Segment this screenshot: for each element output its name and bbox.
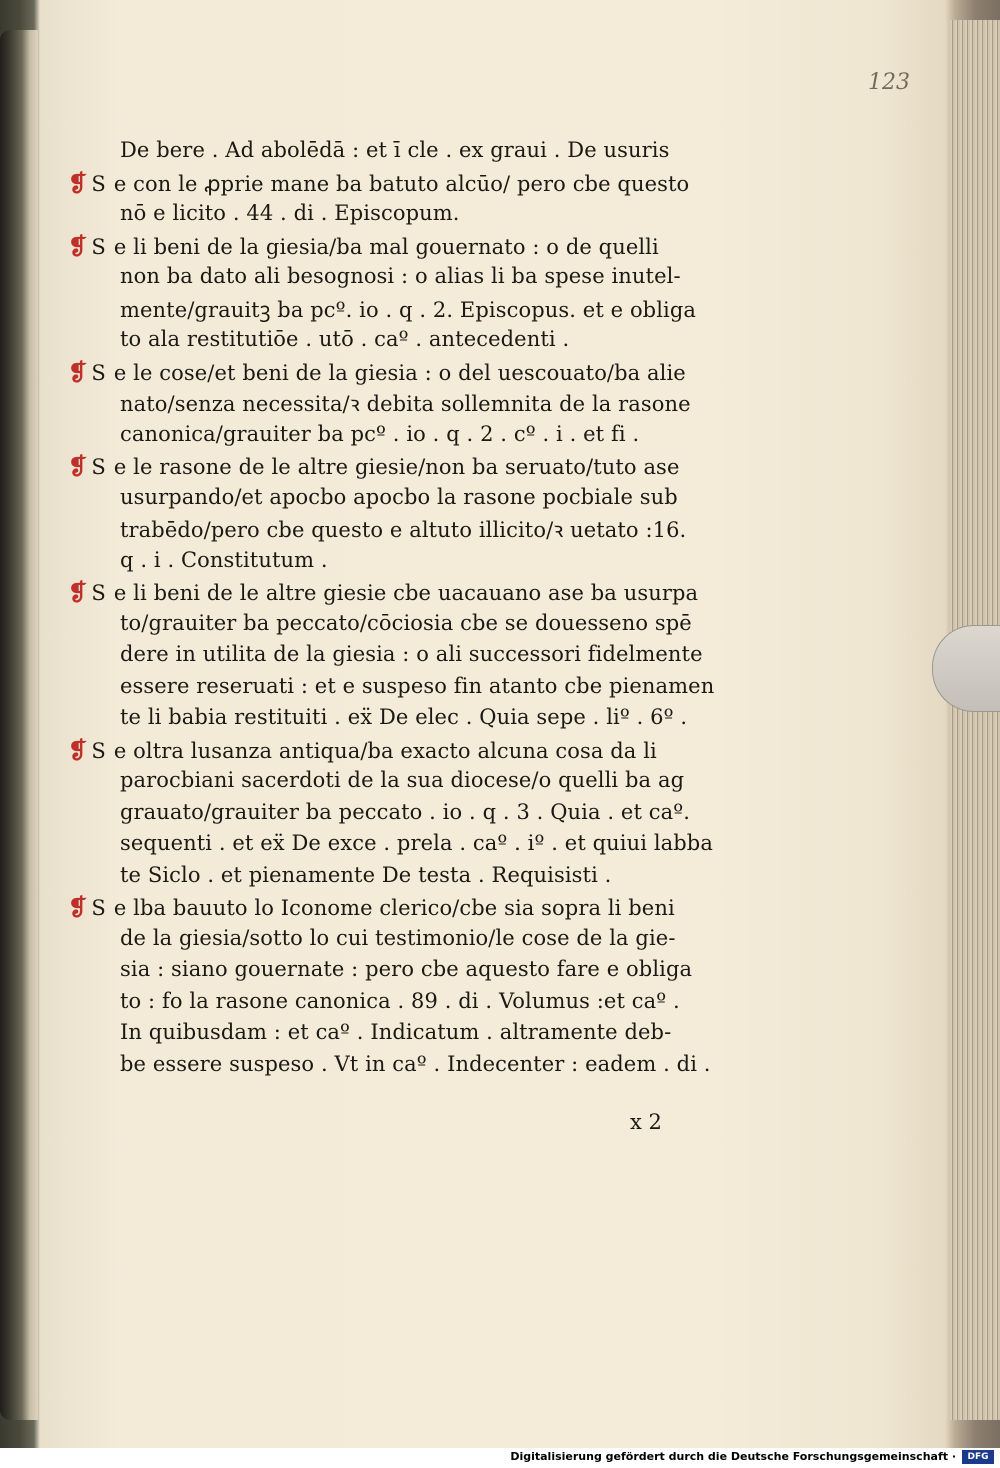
line-text: q . i . Constitutum . — [120, 547, 328, 572]
text-line — [120, 516, 686, 544]
paragraph-start-line — [68, 170, 689, 197]
signature-mark: x 2 — [630, 1110, 662, 1134]
text-line — [120, 327, 569, 351]
line-text: In quibusdam : et caº . Indicatum . altramente deb- — [120, 1020, 672, 1044]
line-text: to ala restitutiōe . utō . caº . antecedenti . — [120, 327, 570, 351]
line-text: grauato/grauiter ba peccato . io . q . 3 . Quia . et caº. — [120, 799, 691, 824]
text-line — [120, 705, 687, 729]
text-line — [120, 296, 696, 324]
text-line — [120, 674, 714, 698]
pilcrow-mark: ❡ — [68, 169, 88, 197]
paragraph-capital: S — [91, 360, 106, 385]
line-text: sequenti . et eẍ De exce . prela . caº . iº . et quiui labba — [120, 831, 713, 855]
line-text: e le cose/et beni de la giesia : o del uescouato/ba alie — [113, 360, 686, 385]
text-line — [120, 390, 691, 418]
line-text: e li beni de la giesia/ba mal gouernato : o de quelli — [113, 234, 659, 259]
text-line — [120, 201, 460, 225]
text-line — [120, 831, 713, 855]
line-text: parocbiani sacerdoti de la sua diocese/o quelli ba ag — [120, 768, 685, 792]
paragraph-start-line — [68, 233, 659, 260]
paragraph-capital: S — [91, 738, 106, 763]
folio-number: 123 — [868, 70, 910, 95]
line-text: usurpando/et apocbo apocbo la rasone pocbiale sub — [120, 484, 678, 509]
page-clip — [932, 625, 1000, 712]
line-text: be essere suspeso . Vt in caº . Indecenter : eadem . di . — [120, 1051, 711, 1076]
text-line — [120, 1052, 711, 1076]
paragraph-capital: S — [91, 581, 106, 605]
text-line — [120, 548, 328, 572]
footer-credit: Digitalisierung gefördert durch die Deutsche Forschungsgemeinschaft · — [510, 1450, 956, 1463]
line-text: e oltra lusanza antiqua/ba exacto alcuna cosa da li — [113, 738, 657, 763]
text-line — [120, 422, 639, 446]
line-text: De bere . Ad abolēdā : et ī cle . ex graui . De usuris — [120, 138, 670, 162]
paragraph-capital: S — [91, 234, 106, 259]
line-text: te li babia restituiti . eẍ De elec . Quia sepe . liº . 6º . — [120, 705, 688, 729]
left-page-edge — [0, 30, 38, 1420]
line-text: e le rasone de le altre giesie/non ba seruato/tuto ase — [113, 455, 680, 479]
text-line — [120, 485, 678, 509]
text-line — [120, 768, 684, 792]
line-text: trabēdo/pero cbe questo e altuto illicito/ꝛ uetato :16. — [120, 518, 687, 542]
line-text: e con le ꝓprie mane ba batuto alcūo/ pero cbe questo — [113, 171, 690, 196]
paragraph-start-line — [68, 737, 657, 764]
paragraph-start-line — [68, 453, 679, 480]
text-line — [120, 138, 670, 162]
line-text: non ba dato ali besognosi : o alias li ba spese inutel- — [120, 264, 681, 288]
paragraph-capital: S — [91, 896, 106, 920]
text-line — [120, 1020, 671, 1044]
line-text: essere reseruati : et e suspeso fin atanto cbe pienamen — [120, 673, 715, 698]
pilcrow-mark: ❡ — [68, 453, 88, 480]
dfg-logo: DFG — [962, 1450, 994, 1464]
line-text: dere in utilita de la giesia : o ali successori fidelmente — [120, 642, 703, 666]
line-text: nato/senza necessita/ꝛ debita sollemnita de la rasone — [120, 392, 691, 416]
paragraph-capital: S — [91, 455, 106, 479]
text-line — [120, 957, 692, 981]
text-line — [120, 800, 690, 824]
line-text: sia : siano gouernate : pero cbe aquesto fare e obliga — [120, 957, 693, 981]
paragraph-capital: S — [91, 171, 106, 196]
paragraph-start-line — [68, 579, 698, 606]
text-line — [120, 926, 676, 950]
pilcrow-mark: ❡ — [68, 894, 88, 921]
text-line — [120, 989, 680, 1013]
paragraph-start-line — [68, 359, 686, 386]
text-line — [120, 264, 681, 288]
line-text: e lba bauuto lo Iconome clerico/cbe sia sopra li beni — [113, 896, 675, 920]
paragraph-start-line — [68, 894, 675, 921]
pilcrow-mark: ❡ — [68, 232, 88, 260]
text-line — [120, 611, 692, 635]
line-text: e li beni de le altre giesie cbe uacauano ase ba usurpa — [113, 581, 699, 605]
pilcrow-mark: ❡ — [68, 736, 88, 764]
line-text: to/grauiter ba peccato/cōciosia cbe se douesseno spē — [120, 610, 692, 635]
line-text: canonica/grauiter ba pcº . io . q . 2 . cº . i . et fi . — [120, 421, 640, 446]
pilcrow-mark: ❡ — [68, 579, 88, 606]
line-text: mente/grauitꝫ ba pcº. io . q . 2. Episcopus. et e obliga — [120, 297, 697, 322]
line-text: nō e licito . 44 . di . Episcopum. — [120, 201, 460, 225]
text-line — [120, 642, 703, 666]
page-edges — [950, 20, 1000, 1420]
text-line — [120, 863, 611, 887]
pilcrow-mark: ❡ — [68, 358, 88, 386]
line-text: de la giesia/sotto lo cui testimonio/le cose de la gie- — [120, 925, 676, 950]
line-text: to : fo la rasone canonica . 89 . di . Volumus :et caº . — [120, 988, 680, 1013]
line-text: te Siclo . et pienamente De testa . Requisisti . — [120, 862, 612, 887]
footer-bar — [0, 1448, 1000, 1468]
